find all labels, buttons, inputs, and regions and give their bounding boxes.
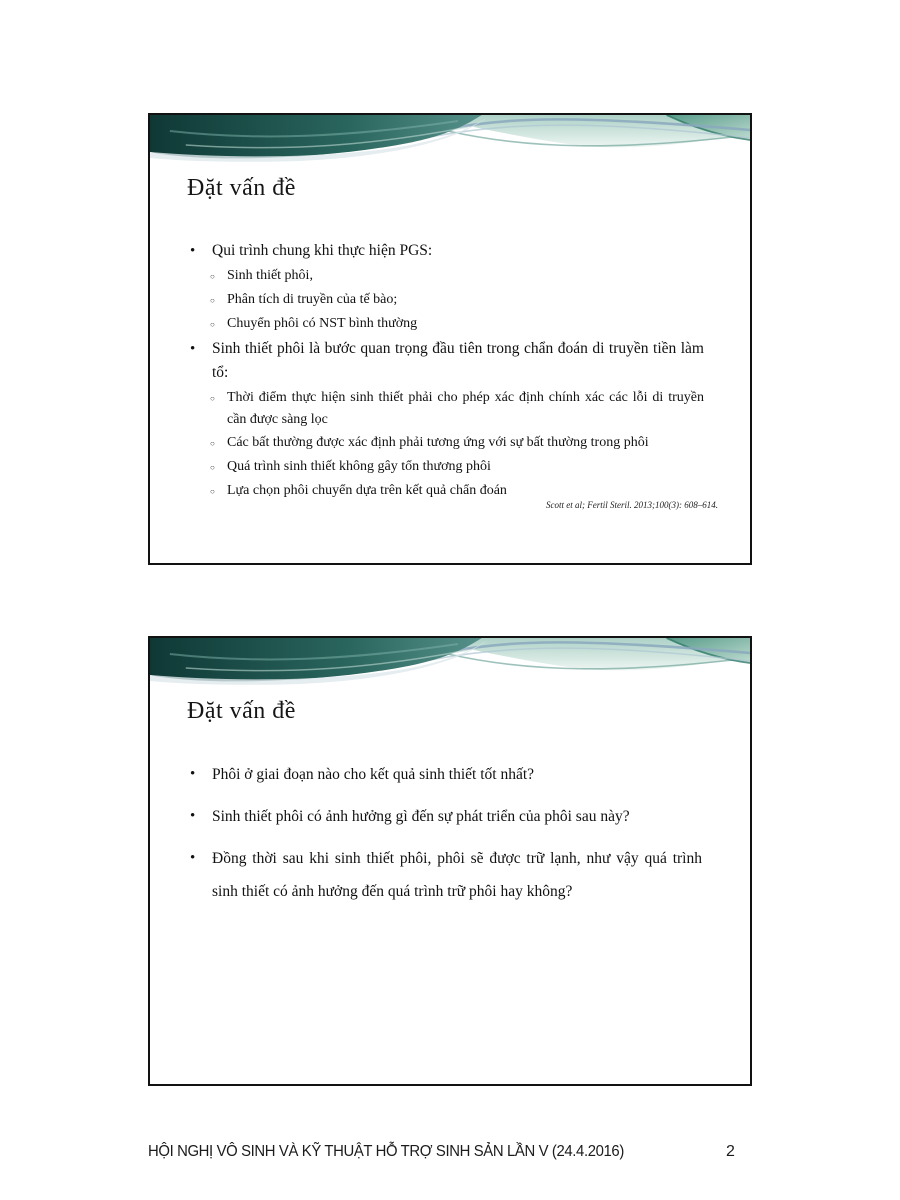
bullet-item: [190, 239, 704, 263]
bullet-text: Sinh thiết phôi là bước quan trọng đầu tiên trong chẩn đoán di truyền tiền làm tổ:: [212, 340, 704, 381]
slide-title: Đặt vấn đề: [187, 175, 296, 201]
sub-bullet-text: Phân tích di truyền của tế bào;: [227, 292, 398, 307]
bullet-text: Qui trình chung khi thực hiện PGS:: [212, 242, 433, 259]
sub-bullet-icon: ○: [210, 439, 215, 448]
slide-header-wave-graphic: [150, 115, 750, 165]
sub-bullet-icon: ○: [210, 463, 215, 472]
sub-bullet-text: Quá trình sinh thiết không gây tổn thương phôi: [227, 459, 491, 474]
slide-body: [150, 758, 750, 917]
bullet-item: [190, 842, 702, 908]
sub-bullet-item: [210, 265, 704, 288]
slide-header-wave-graphic: [150, 638, 750, 688]
bullet-item: [190, 337, 704, 385]
sub-bullet-item: [210, 289, 704, 312]
bullet-text: Phôi ở giai đoạn nào cho kết quả sinh thiết tốt nhất?: [212, 766, 535, 783]
bullet-text: Đồng thời sau khi sinh thiết phôi, phôi sẽ được trữ lạnh, như vậy quá trình sinh thiết có ảnh hưởng đến quá trình trữ phôi hay không?: [212, 850, 702, 900]
sub-bullet-icon: ○: [210, 272, 215, 281]
bullet-icon: •: [190, 766, 196, 782]
wave-art-icon: [150, 115, 750, 165]
slide-title: Đặt vấn đề: [187, 698, 296, 724]
bullet-item: [190, 758, 702, 791]
bullet-icon: •: [190, 243, 196, 259]
slide-body: [150, 239, 750, 504]
sub-bullet-text: Thời điểm thực hiện sinh thiết phải cho phép xác định chính xác các lỗi di truyền cần được sàng lọc: [227, 390, 704, 427]
page-number: 2: [726, 1143, 735, 1160]
sub-bullet-text: Các bất thường được xác định phải tương ứng với sự bất thường trong phôi: [227, 435, 649, 450]
bullet-icon: •: [190, 341, 196, 357]
sub-bullet-item: [210, 432, 704, 455]
sub-bullet-icon: ○: [210, 394, 215, 403]
sub-bullet-icon: ○: [210, 320, 215, 329]
sub-bullet-item: [210, 313, 704, 336]
bullet-icon: •: [190, 850, 196, 866]
sub-bullet-icon: ○: [210, 487, 215, 496]
sub-bullet-item: [210, 456, 704, 479]
citation: Scott et al; Fertil Steril. 2013;100(3): 608–614.: [546, 500, 718, 510]
bullet-item: [190, 800, 702, 833]
sub-bullet-text: Chuyển phôi có NST bình thường: [227, 316, 418, 331]
slide-1: [148, 113, 752, 565]
bullet-text: Sinh thiết phôi có ảnh hưởng gì đến sự phát triển của phôi sau này?: [212, 808, 630, 825]
sub-bullet-text: Sinh thiết phôi,: [227, 268, 313, 283]
bullet-icon: •: [190, 808, 196, 824]
page-footer: [148, 1143, 752, 1161]
slide-2: [148, 636, 752, 1086]
sub-bullet-icon: ○: [210, 296, 215, 305]
footer-conference-title: HỘI NGHỊ VÔ SINH VÀ KỸ THUẬT HỖ TRỢ SINH SẢN LẦN V (24.4.2016): [148, 1143, 624, 1160]
wave-art-icon: [150, 638, 750, 688]
sub-bullet-item: [210, 387, 704, 431]
sub-bullet-text: Lựa chọn phôi chuyển dựa trên kết quả chẩn đoán: [227, 483, 507, 498]
